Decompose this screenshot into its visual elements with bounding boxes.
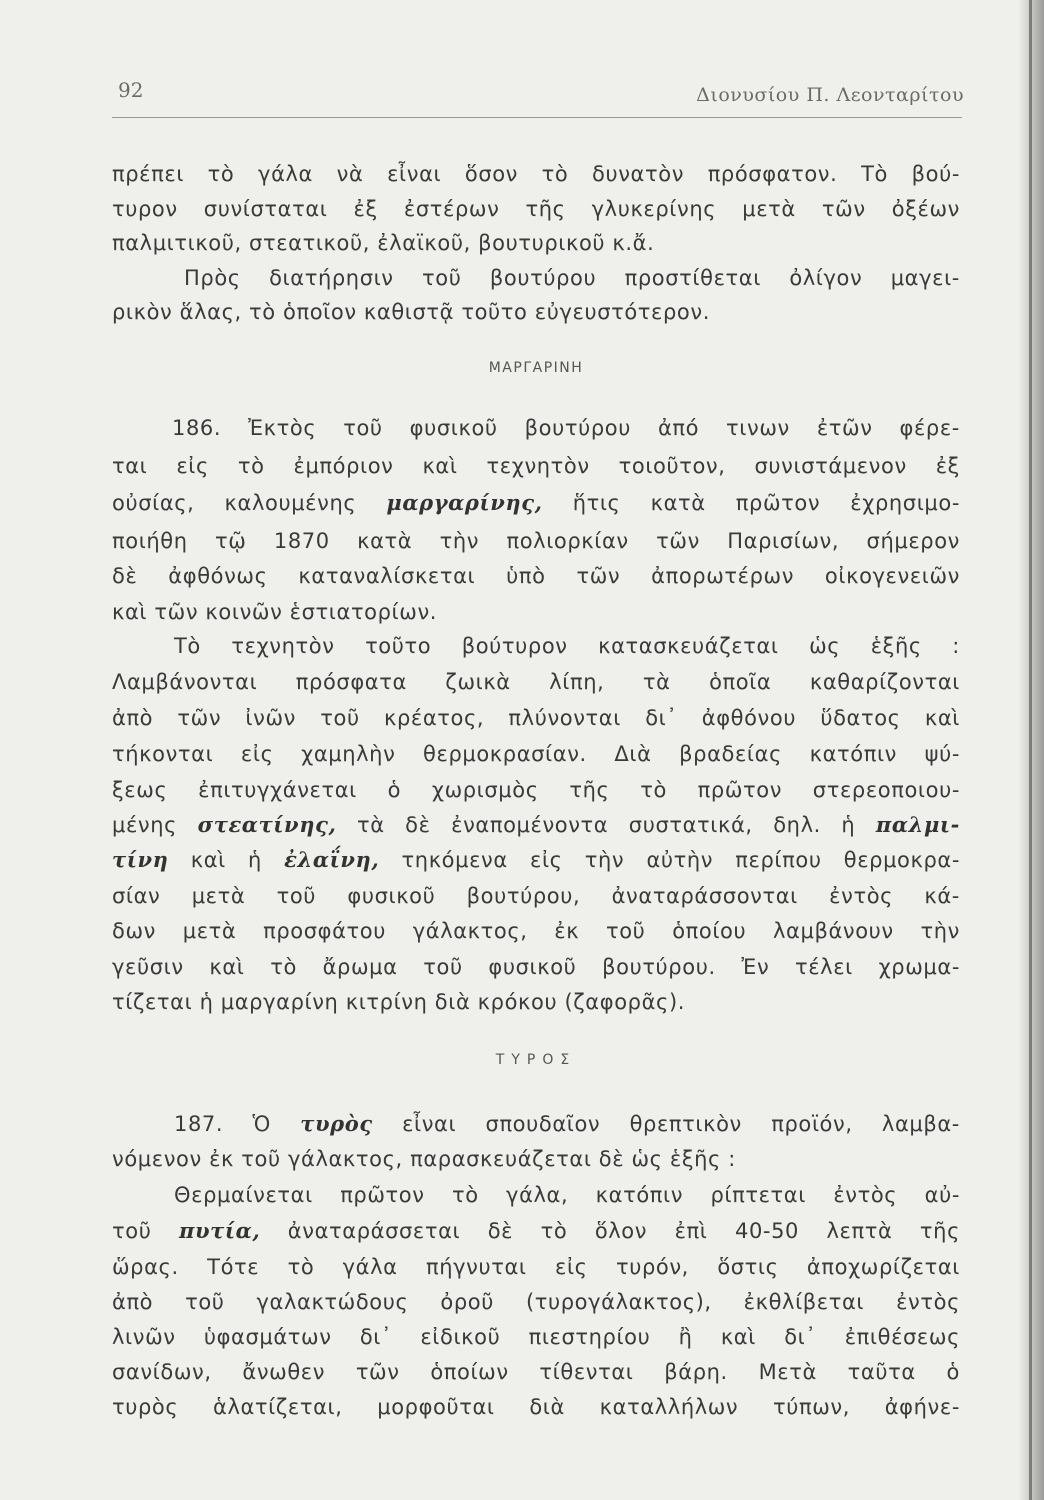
emphasis-term: τυρὸς — [300, 1111, 373, 1136]
text-span: 187. Ὁ — [174, 1112, 271, 1136]
text-line — [112, 1217, 960, 1245]
text-line: τίζεται ἡ μαργαρίνη κιτρίνη διὰ κρόκου (ζαφορᾶς). — [112, 990, 686, 1014]
emphasis-term: πυτία, — [178, 1218, 261, 1243]
text-span: μένης — [112, 813, 178, 837]
emphasis-term: παλμι- — [875, 812, 960, 837]
text-line: τήκονται εἰς χαμηλὴν θερμοκρασίαν. Διὰ βραδείας κατόπιν ψύ- — [112, 742, 960, 766]
page-number: 92 — [118, 78, 144, 102]
text-span: ἀναταράσσεται δὲ τὸ ὅλον ἐπὶ 40-50 λεπτὰ τῆς — [287, 1219, 961, 1243]
text-line: παλμιτικοῦ, στεατικοῦ, ἐλαϊκοῦ, βουτυρικοῦ κ.ἄ. — [112, 231, 655, 255]
section-heading-cheese: ΤΥΡΟΣ — [495, 1052, 577, 1068]
text-line: ρικὸν ἅλας, τὸ ὁποῖον καθιστᾷ τοῦτο εὐγευστότερον. — [112, 300, 710, 324]
text-line: Λαμβάνονται πρόσφατα ζωικὰ λίπη, τὰ ὁποῖα καθαρίζονται — [112, 670, 960, 694]
text-line — [112, 811, 960, 839]
text-line — [174, 1110, 960, 1138]
text-line: γεῦσιν καὶ τὸ ἄρωμα τοῦ φυσικοῦ βουτύρου. Ἐν τέλει χρωμα- — [112, 955, 960, 979]
header-rule — [112, 117, 962, 118]
page-edge — [1029, 0, 1032, 1500]
text-line: τυρον συνίσταται ἐξ ἐστέρων τῆς γλυκερίνης μετὰ τῶν ὀξέων — [112, 197, 960, 221]
text-line: ται εἰς τὸ ἐμπόριον καὶ τεχνητὸν τοιοῦτον, συνιστάμενον ἐξ — [112, 454, 960, 478]
text-line: νόμενον ἐκ τοῦ γάλακτος, παρασκευάζεται δὲ ὡς ἑξῆς : — [112, 1147, 736, 1171]
page-header — [112, 76, 964, 116]
text-line: τυρὸς ἁλατίζεται, μορφοῦται διὰ καταλλήλων τύπων, ἀφήνε- — [112, 1395, 960, 1419]
text-line: λινῶν ὑφασμάτων δι᾽ εἰδικοῦ πιεστηρίου ἢ καὶ δι᾽ ἐπιθέσεως — [112, 1325, 960, 1349]
text-line: ξεως ἐπιτυγχάνεται ὁ χωρισμὸς τῆς τὸ πρῶτον στερεοποιου- — [112, 778, 960, 802]
text-line: Τὸ τεχνητὸν τοῦτο βούτυρον κατασκευάζεται ὡς ἑξῆς : — [174, 634, 960, 658]
text-line: Θερμαίνεται πρῶτον τὸ γάλα, κατόπιν ρίπτεται ἐντὸς αὐ- — [174, 1183, 960, 1207]
text-line: ἀπὸ τῶν ἰνῶν τοῦ κρέατος, πλύνονται δι᾽ ἀφθόνου ὕδατος καὶ — [112, 706, 960, 730]
text-span: ἥτις κατὰ πρῶτον ἐχρησιμο- — [572, 491, 960, 515]
text-line — [112, 489, 960, 517]
text-line: δὲ ἀφθόνως καταναλίσκεται ὑπὸ τῶν ἀπορωτέρων οἰκογενειῶν — [112, 564, 960, 588]
text-line: καὶ τῶν κοινῶν ἑστιατορίων. — [112, 600, 438, 624]
text-line: ἀπὸ τοῦ γαλακτώδους ὀροῦ (τυρογάλακτος), ἐκθλίβεται ἐντὸς — [112, 1290, 960, 1314]
text-line: σανίδων, ἄνωθεν τῶν ὁποίων τίθενται βάρη. Μετὰ ταῦτα ὁ — [112, 1360, 960, 1384]
emphasis-term: μαργαρίνης, — [386, 490, 543, 515]
emphasis-term: στεατίνης, — [197, 812, 337, 837]
text-line: 186. Ἐκτὸς τοῦ φυσικοῦ βουτύρου ἀπό τινων ἐτῶν φέρε- — [172, 416, 960, 440]
text-line: πρέπει τὸ γάλα νὰ εἶναι ὅσον τὸ δυνατὸν πρόσφατον. Τὸ βού- — [112, 162, 960, 186]
text-span: καὶ ἡ — [190, 848, 262, 872]
text-span: εἶναι σπουδαῖον θρεπτικὸν προϊόν, λαμβα- — [402, 1112, 960, 1136]
text-span: τοῦ — [112, 1219, 152, 1243]
text-line: Πρὸς διατήρησιν τοῦ βουτύρου προστίθεται ὀλίγον μαγει- — [184, 266, 960, 290]
emphasis-term: τίνη — [112, 847, 169, 872]
text-span: τὰ δὲ ἐναπομένοντα συστατικά, δηλ. ἡ — [356, 813, 856, 837]
text-line: δων μετὰ προσφάτου γάλακτος, ἐκ τοῦ ὁποίου λαμβάνουν τὴν — [112, 919, 960, 943]
running-head: Διονυσίου Π. Λεονταρίτου — [696, 84, 964, 106]
emphasis-term: ἐλαΐνη, — [284, 847, 380, 872]
text-line: σίαν μετὰ τοῦ φυσικοῦ βουτύρου, ἀναταράσσονται ἐντὸς κά- — [112, 884, 960, 908]
section-heading-margarine: ΜΑΡΓΑΡΙΝΗ — [488, 360, 584, 376]
text-span: οὐσίας, καλουμένης — [112, 491, 357, 515]
text-line: ποιήθη τῷ 1870 κατὰ τὴν πολιορκίαν τῶν Παρισίων, σήμερον — [112, 529, 960, 553]
text-span: τηκόμενα εἰς τὴν αὐτὴν περίπου θερμοκρα- — [401, 848, 961, 872]
text-line — [112, 846, 960, 874]
text-line: ὥρας. Τότε τὸ γάλα πήγνυται εἰς τυρόν, ὅστις ἀποχωρίζεται — [112, 1255, 960, 1279]
